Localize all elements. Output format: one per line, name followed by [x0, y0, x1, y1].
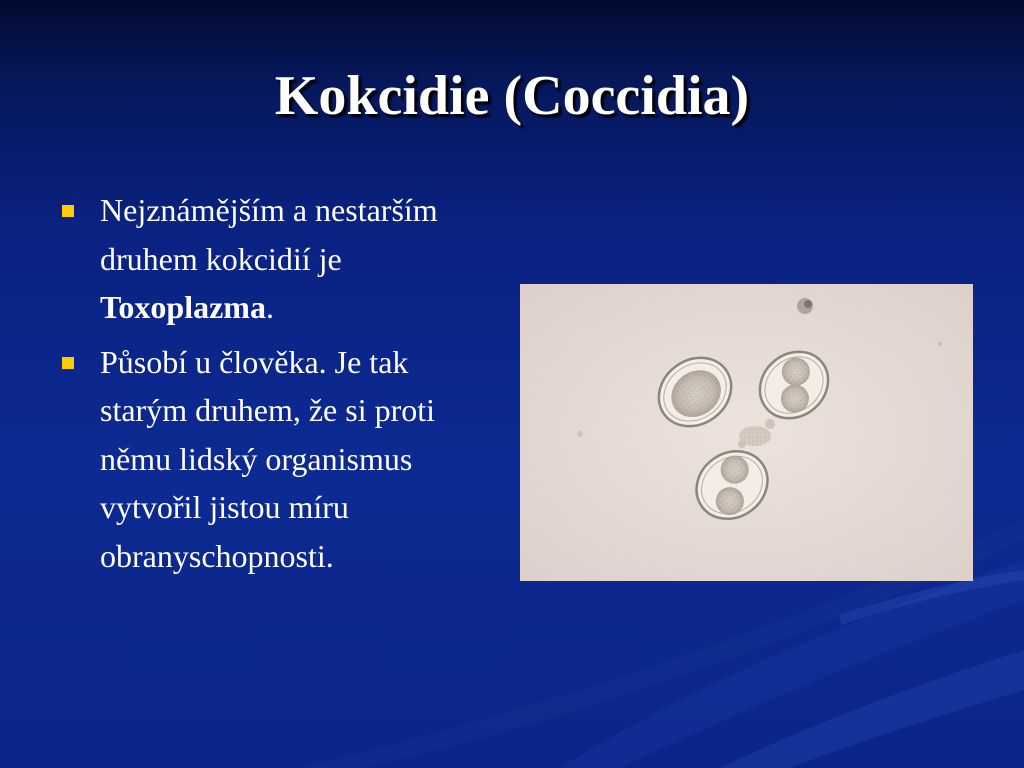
slide-title: Kokcidie (Coccidia) [274, 65, 750, 127]
square-bullet-icon [62, 205, 74, 217]
bullet-item [62, 338, 502, 581]
square-bullet-icon [62, 357, 74, 369]
bullet-text-bold: Toxoplazma [100, 289, 266, 325]
bullet-list [62, 186, 502, 586]
bullet-text [100, 186, 502, 332]
bullet-text: Působí u člověka. Je tak starým druhem, že si proti němu lidský organismus vytvořil jistou míru obranyschopnosti. [100, 343, 436, 574]
bullet-item [62, 186, 502, 332]
micrograph-oocysts [520, 284, 973, 581]
bullet-text-tail: . [265, 289, 274, 325]
bullet-text-main: Nejznámějším a nestarším druhem kokcidií je [100, 192, 438, 277]
